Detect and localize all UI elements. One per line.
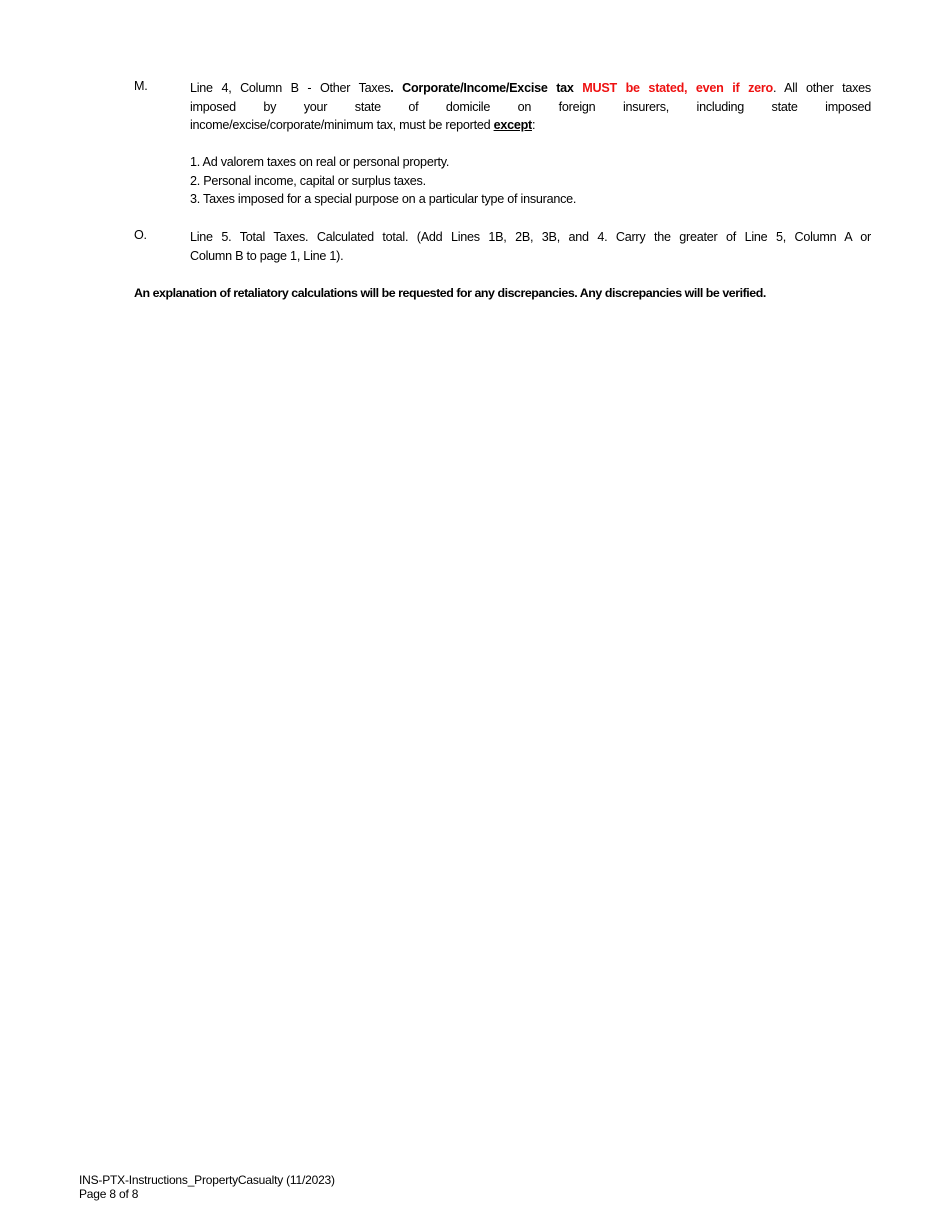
- footer-page-number: Page 8 of 8: [79, 1187, 139, 1201]
- item-o-line-2: Column B to page 1, Line 1).: [190, 248, 344, 263]
- text: Line 4, Column B - Other Taxes: [190, 81, 391, 95]
- text: :: [531, 118, 536, 133]
- discrepancy-note: An explanation of retaliatory calculations will be requested for any discrepancies. Any discrepancies will be verified.: [134, 286, 766, 300]
- item-m-line-2: imposed by your state of domicile on foreign insurers, including state imposed: [190, 99, 871, 114]
- text: income/excise/corporate/minimum tax, must be reported: [190, 118, 494, 133]
- item-o-label: O.: [134, 228, 147, 242]
- red-emphasis-text: MUST be stated, even if zero: [582, 81, 773, 95]
- list-item: 3. Taxes imposed for a special purpose on a particular type of insurance.: [190, 192, 577, 207]
- underlined-emphasis: except: [493, 118, 532, 133]
- list-item: 1. Ad valorem taxes on real or personal property.: [190, 155, 450, 169]
- item-o-paragraph: [190, 228, 871, 265]
- item-m-label: M.: [134, 79, 148, 93]
- footer-form-id: INS-PTX-Instructions_PropertyCasualty (11/2023): [79, 1173, 335, 1187]
- bold-text: . Corporate/Income/Excise tax: [390, 81, 583, 95]
- item-m-paragraph: [190, 79, 871, 135]
- text: . All other taxes: [772, 81, 871, 95]
- item-o-line-1: Line 5. Total Taxes. Calculated total. (Add Lines 1B, 2B, 3B, and 4. Carry the greater of Line 5, Column A or: [190, 230, 871, 244]
- item-m-line-3: [190, 116, 871, 135]
- list-item: 2. Personal income, capital or surplus taxes.: [190, 173, 426, 188]
- item-m-line-1: [190, 79, 871, 98]
- exceptions-list: [190, 153, 871, 209]
